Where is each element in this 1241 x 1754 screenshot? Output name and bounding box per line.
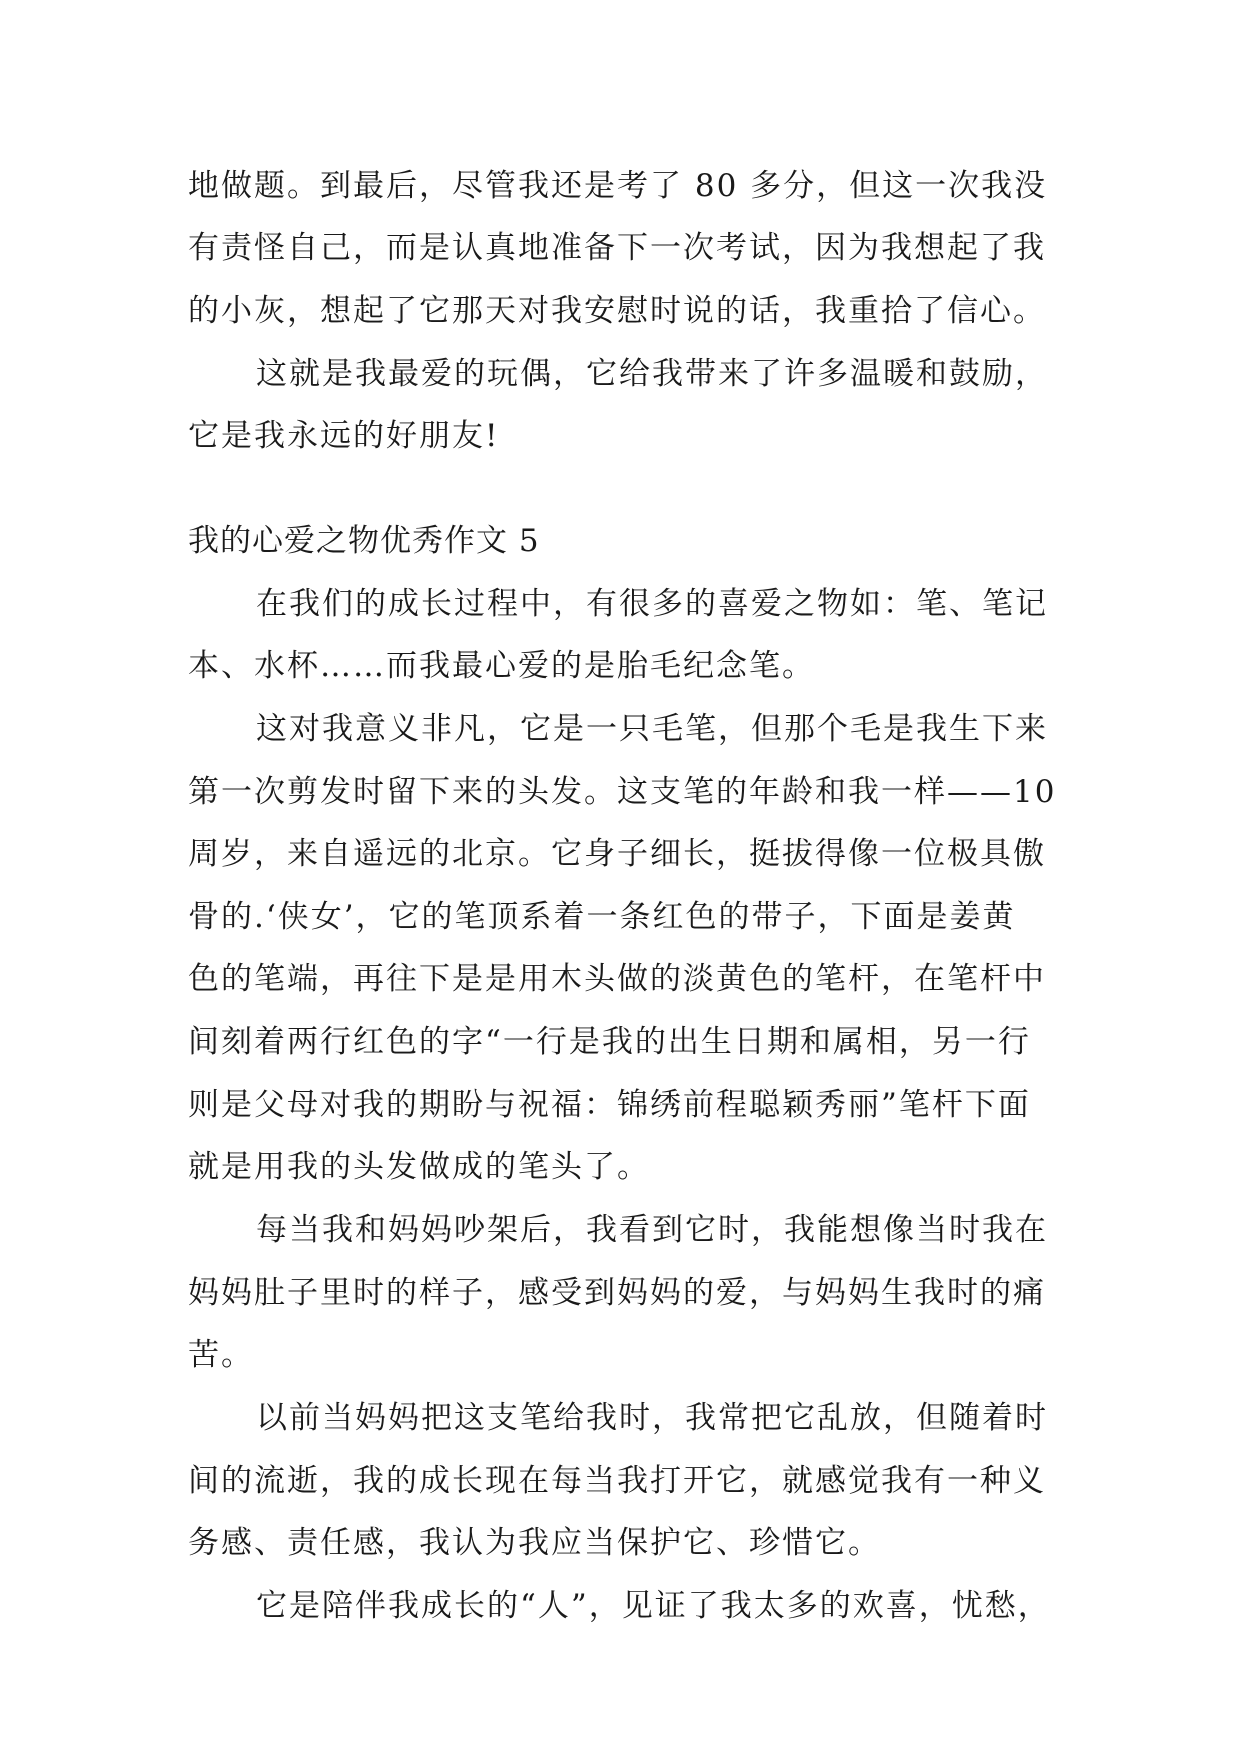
text-line: 则是父母对我的期盼与祝福：锦绣前程聪颖秀丽”笔杆下面 (188, 1087, 1031, 1123)
text-line: 苦。 (188, 1337, 254, 1373)
text-line: 就是用我的头发做成的笔头了。 (188, 1149, 650, 1185)
text-line: 周岁，来自遥远的北京。它身子细长，挺拔得像一位极具傲 (188, 836, 1046, 872)
text-line: 色的笔端，再往下是是用木头做的淡黄色的笔杆，在笔杆中 (188, 961, 1046, 997)
text-line: 地做题。到最后，尽管我还是考了 80 多分，但这一次我没 (188, 168, 1048, 204)
section-heading: 我的心爱之物优秀作文 5 (188, 523, 540, 559)
paragraph-first-line: 这对我意义非凡，它是一只毛笔，但那个毛是我生下来 (256, 711, 1048, 747)
paragraph-first-line: 它是陪伴我成长的“人”，见证了我太多的欢喜，忧愁， (256, 1588, 1051, 1624)
text-line: 本、水杯……而我最心爱的是胎毛纪念笔。 (188, 648, 815, 684)
paragraph-first-line: 这就是我最爱的玩偶，它给我带来了许多温暖和鼓励， (256, 356, 1048, 392)
text-line: 务感、责任感，我认为我应当保护它、珍惜它。 (188, 1525, 881, 1561)
text-line: 间的流逝，我的成长现在每当我打开它，就感觉我有一种义 (188, 1463, 1046, 1499)
text-line: 有责怪自己，而是认真地准备下一次考试，因为我想起了我 (188, 230, 1046, 266)
text-line: 妈妈肚子里时的样子，感受到妈妈的爱，与妈妈生我时的痛 (188, 1275, 1046, 1311)
paragraph-first-line: 每当我和妈妈吵架后，我看到它时，我能想像当时我在 (256, 1212, 1048, 1248)
text-line: 它是我永远的好朋友! (188, 418, 500, 454)
text-line: 的小灰，想起了它那天对我安慰时说的话，我重拾了信心。 (188, 293, 1046, 329)
text-line: 第一次剪发时留下来的头发。这支笔的年龄和我一样——10 (188, 774, 1057, 810)
paragraph-first-line: 以前当妈妈把这支笔给我时，我常把它乱放，但随着时 (256, 1400, 1048, 1436)
text-line: 骨的.‘侠女’，它的笔顶系着一条红色的带子，下面是姜黄 (188, 899, 1016, 935)
text-line: 间刻着两行红色的字“一行是我的出生日期和属相，另一行 (188, 1024, 1031, 1060)
paragraph-first-line: 在我们的成长过程中，有很多的喜爱之物如：笔、笔记 (256, 586, 1048, 622)
